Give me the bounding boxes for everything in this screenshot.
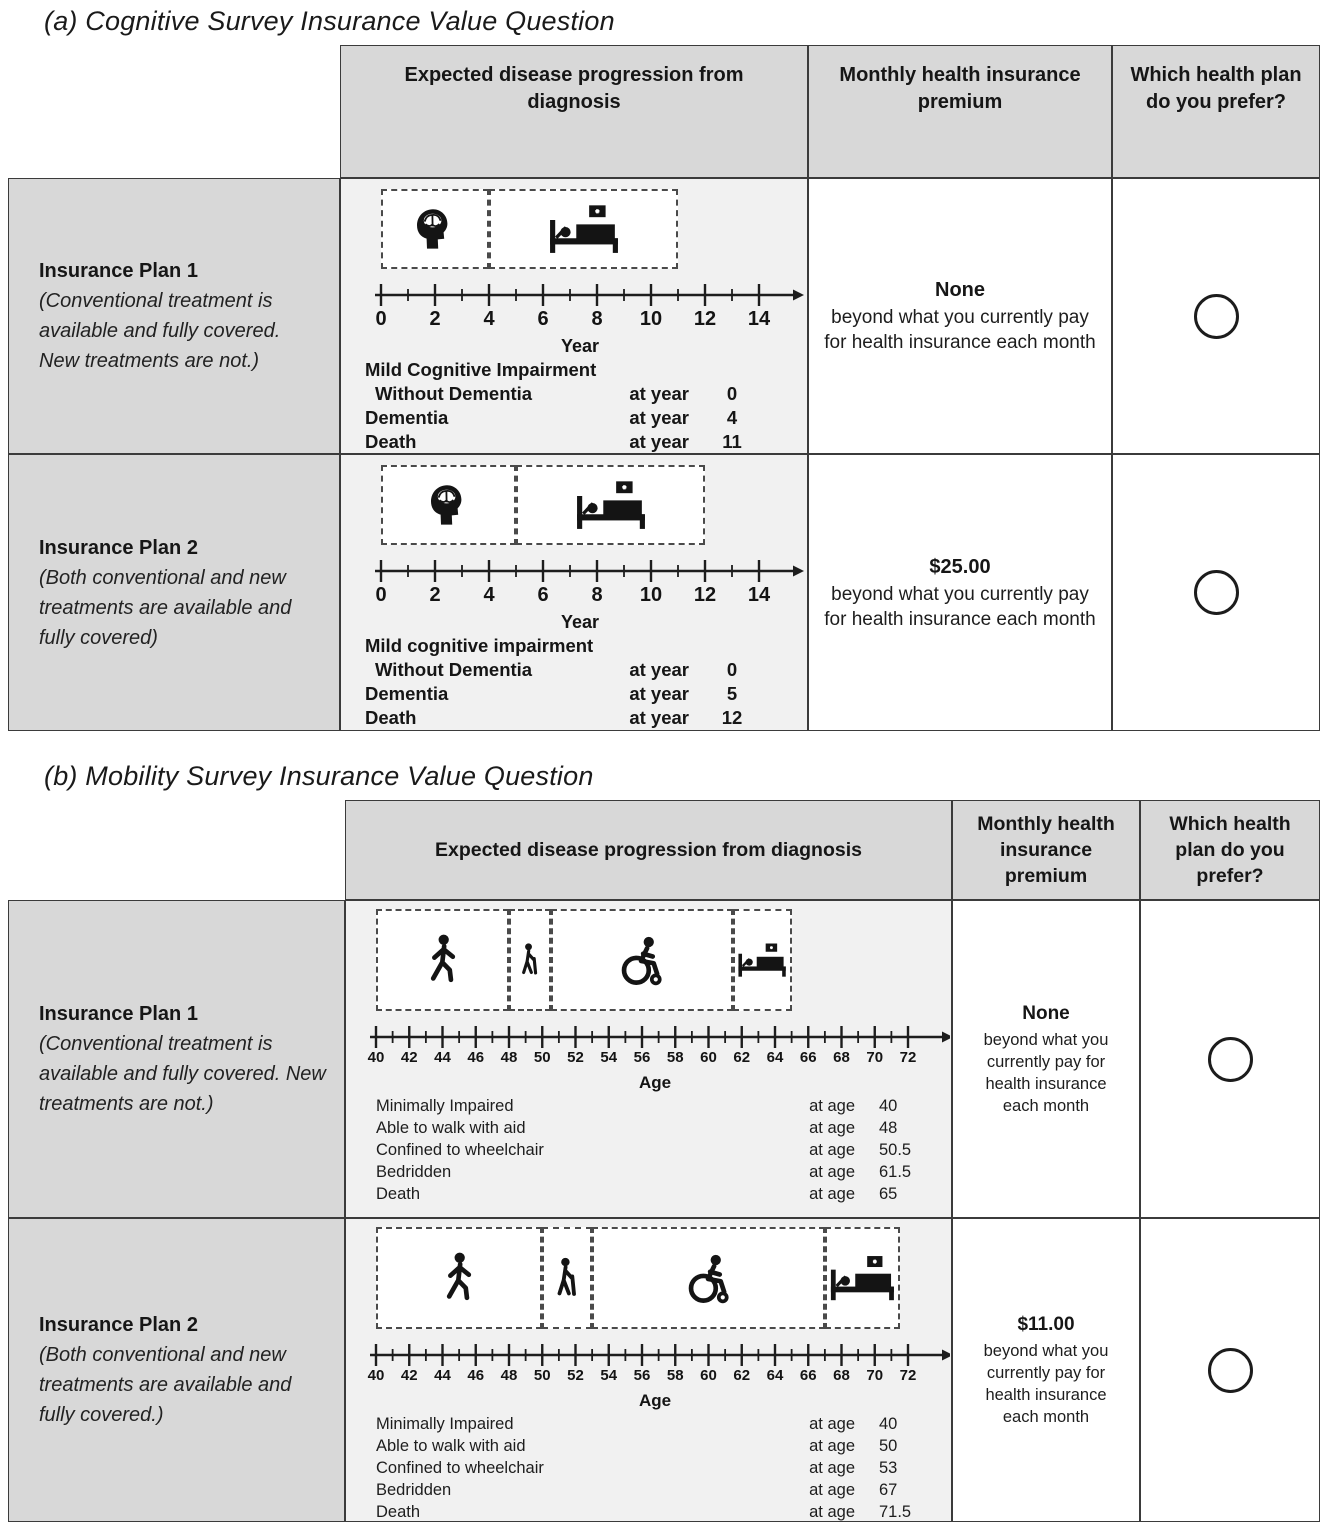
plan-description: (Conventional treatment is available and fully covered. New treatments are not.): [39, 290, 281, 372]
svg-text:54: 54: [600, 1367, 618, 1384]
plan-1-premium-cell: [952, 900, 1140, 1218]
milestone-row: [351, 634, 801, 658]
svg-text:46: 46: [467, 1367, 485, 1384]
milestone-label: Able to walk with aid: [376, 1437, 526, 1455]
svg-text:8: 8: [591, 584, 603, 606]
milestone-timing: [809, 1413, 921, 1435]
plan-2-choice-cell: [1140, 1218, 1320, 1522]
svg-text:52: 52: [567, 1049, 584, 1066]
brain-stage-box: [381, 189, 489, 269]
timeline-axis: [355, 277, 805, 336]
svg-text:42: 42: [400, 1049, 418, 1066]
hospital-bed-icon: [575, 479, 647, 531]
milestone-at-label: at age: [809, 1097, 855, 1115]
milestone-value: 40: [879, 1415, 898, 1433]
plan-2-label-cell: [8, 454, 340, 731]
milestone-at-label: at age: [809, 1119, 855, 1137]
premium-note: beyond what you currently pay for health insurance each month: [983, 1031, 1109, 1115]
milestone-row: [354, 1435, 947, 1457]
figure-cognitive-mobility-survey: [0, 6, 1328, 1536]
premium-note: beyond what you currently pay for health insurance each month: [983, 1342, 1109, 1426]
svg-text:62: 62: [733, 1049, 751, 1066]
plan-description: (Conventional treatment is available and fully covered. New treatments are not.): [39, 1033, 326, 1115]
plan-1-label-cell: [8, 178, 340, 454]
milestone-value: 48: [879, 1119, 898, 1137]
svg-text:12: 12: [693, 308, 717, 330]
hospital-bed-stage-box: [489, 189, 678, 269]
milestone-timing: [809, 1095, 921, 1117]
axis-title: Age: [638, 1391, 672, 1410]
svg-text:54: 54: [600, 1049, 618, 1066]
milestone-row: [354, 1457, 947, 1479]
milestone-at-label: at age: [809, 1163, 855, 1181]
plan-2-progression-cell: [345, 1218, 952, 1522]
walking-icon: [415, 932, 471, 988]
milestone-value: 5: [726, 683, 738, 704]
axis-title: Age: [638, 1073, 672, 1092]
milestone-row: [354, 1161, 947, 1183]
plan-name: Insurance Plan 2: [39, 1314, 198, 1336]
cognitive-plan-2-radio[interactable]: [1194, 570, 1239, 615]
svg-text:2: 2: [429, 584, 441, 606]
milestone-row: [351, 358, 801, 382]
milestone-row: [354, 1117, 947, 1139]
premium-amount: None: [935, 279, 985, 301]
svg-text:68: 68: [833, 1049, 850, 1066]
disease-progression-timeline: [355, 189, 805, 356]
milestone-value: 61.5: [879, 1163, 912, 1181]
plan-2-choice-cell: [1112, 454, 1320, 731]
milestone-at-label: at age: [809, 1481, 855, 1499]
svg-text:58: 58: [666, 1049, 684, 1066]
milestone-label: Able to walk with aid: [376, 1119, 526, 1137]
milestone-label: Without Dementia: [375, 659, 533, 680]
milestone-value: 0: [726, 383, 738, 404]
milestone-timing: [809, 1183, 921, 1205]
milestone-timing: [809, 1457, 921, 1479]
walking-stage-box: [376, 909, 509, 1011]
premium-amount: $11.00: [1017, 1314, 1075, 1335]
milestone-at-label: at age: [809, 1459, 855, 1477]
col-header-premium-label: Monthly health insurance premium: [839, 64, 1081, 113]
mobility-survey-table: [8, 800, 1320, 1522]
milestone-value: 40: [879, 1097, 898, 1115]
milestone-list: [354, 1095, 947, 1205]
timeline-axis: [360, 1337, 950, 1391]
plan-2-label-cell: [8, 1218, 345, 1522]
cognitive-plan-1-radio[interactable]: [1194, 294, 1239, 339]
milestone-label: Confined to wheelchair: [376, 1459, 544, 1477]
disease-progression-timeline: [360, 909, 950, 1093]
svg-text:6: 6: [537, 308, 549, 330]
col-header-progression: [340, 45, 808, 178]
svg-text:66: 66: [799, 1049, 817, 1066]
axis-title: Year: [560, 336, 600, 356]
premium-note: beyond what you currently pay for health insurance each month: [824, 307, 1096, 353]
plan-description: (Both conventional and new treatments are available and fully covered.): [39, 1344, 292, 1426]
svg-text:60: 60: [700, 1367, 717, 1384]
milestone-row: [354, 1413, 947, 1435]
milestone-value: 11: [722, 431, 742, 452]
milestone-label: Dementia: [365, 407, 449, 428]
milestone-at-label: at year: [629, 707, 689, 728]
hospital-bed-stage-box: [825, 1227, 900, 1329]
panel-a-title: (a) Cognitive Survey Insurance Value Question: [44, 6, 615, 36]
milestone-row: [351, 682, 801, 706]
svg-text:48: 48: [500, 1367, 518, 1384]
svg-text:58: 58: [666, 1367, 684, 1384]
milestone-label: Minimally Impaired: [376, 1415, 514, 1433]
milestone-at-label: at age: [809, 1415, 855, 1433]
milestone-label: Death: [365, 431, 417, 452]
milestone-label: Bedridden: [376, 1163, 452, 1181]
plan-2-progression-cell: [340, 454, 808, 731]
milestone-value: 4: [726, 407, 738, 428]
milestone-label: Minimally Impaired: [376, 1097, 514, 1115]
panel-b-mobility: [0, 761, 1328, 1522]
milestone-value: 67: [879, 1481, 898, 1499]
panel-b-title: (b) Mobility Survey Insurance Value Question: [44, 761, 594, 791]
milestone-row: [351, 706, 801, 730]
milestone-row: [354, 1479, 947, 1501]
milestone-timing: [809, 1435, 921, 1457]
svg-text:0: 0: [375, 308, 387, 330]
wheelchair-stage-box: [551, 909, 734, 1011]
svg-text:56: 56: [633, 1049, 651, 1066]
svg-text:62: 62: [733, 1367, 751, 1384]
walking-icon: [431, 1250, 487, 1306]
mobility-plan-2-radio[interactable]: [1208, 1348, 1253, 1393]
disease-progression-timeline: [360, 1227, 950, 1411]
milestone-row: [354, 1501, 947, 1523]
svg-text:44: 44: [434, 1367, 451, 1384]
plan-1-choice-cell: [1112, 178, 1320, 454]
milestone-list: [351, 358, 801, 454]
milestone-list: [354, 1413, 947, 1523]
header-spacer: [8, 800, 345, 900]
cognitive-survey-table: [8, 45, 1320, 731]
plan-name: Insurance Plan 1: [39, 260, 198, 282]
wheelchair-stage-box: [592, 1227, 825, 1329]
svg-text:64: 64: [766, 1049, 784, 1066]
svg-text:42: 42: [400, 1367, 418, 1384]
milestone-row: [354, 1183, 947, 1205]
col-header-premium-label: Monthly health insurance premium: [977, 813, 1115, 887]
header-spacer: [8, 45, 340, 178]
plan-description: (Both conventional and new treatments are available and fully covered): [39, 566, 292, 649]
hospital-bed-icon: [548, 203, 620, 255]
stage-boxes: [360, 909, 950, 1011]
milestone-at-label: at year: [629, 407, 689, 428]
milestone-timing: [629, 682, 747, 706]
milestone-label: Death: [376, 1185, 421, 1203]
cane-stage-box: [542, 1227, 592, 1329]
milestone-value: 53: [879, 1459, 898, 1477]
svg-text:14: 14: [747, 308, 771, 330]
svg-text:72: 72: [899, 1049, 917, 1066]
wheelchair-icon: [681, 1250, 737, 1306]
milestone-value: 0: [726, 659, 738, 680]
col-header-prefer: [1140, 800, 1320, 900]
milestone-at-label: at age: [809, 1503, 855, 1521]
col-header-progression-label: Expected disease progression from diagnosis: [435, 839, 862, 861]
plan-name: Insurance Plan 2: [39, 536, 198, 559]
milestone-timing: [629, 382, 747, 406]
cane-icon: [544, 1255, 590, 1301]
milestone-label: Mild cognitive impairment: [365, 635, 594, 656]
milestone-label: Death: [365, 707, 417, 728]
milestone-timing: [629, 706, 747, 730]
svg-text:4: 4: [483, 584, 495, 606]
milestone-row: [351, 406, 801, 430]
milestone-timing: [629, 406, 747, 430]
cane-stage-box: [509, 909, 551, 1011]
disease-progression-timeline: [355, 465, 805, 632]
milestone-label: Mild Cognitive Impairment: [365, 359, 597, 380]
col-header-prefer: [1112, 45, 1320, 178]
milestone-at-label: at age: [809, 1437, 855, 1455]
milestone-value: 12: [721, 707, 743, 728]
plan-2-premium-cell: [952, 1218, 1140, 1522]
milestone-at-label: at age: [809, 1185, 855, 1203]
milestone-timing: [809, 1117, 921, 1139]
hospital-bed-icon: [829, 1254, 896, 1302]
hospital-bed-stage-box: [516, 465, 705, 545]
col-header-premium: [952, 800, 1140, 900]
svg-text:12: 12: [693, 584, 717, 606]
milestone-row: [351, 430, 801, 454]
brain-stage-box: [381, 465, 516, 545]
plan-1-progression-cell: [340, 178, 808, 454]
plan-2-premium-cell: [808, 454, 1112, 731]
svg-text:56: 56: [633, 1367, 651, 1384]
milestone-timing: [629, 430, 747, 454]
milestone-timing: [809, 1161, 921, 1183]
stage-boxes: [355, 189, 805, 269]
milestone-value: 50: [879, 1437, 898, 1455]
hospital-bed-stage-box: [733, 909, 791, 1011]
wheelchair-icon: [614, 932, 670, 988]
svg-text:0: 0: [375, 584, 387, 606]
plan-1-premium-cell: [808, 178, 1112, 454]
plan-1-progression-cell: [345, 900, 952, 1218]
col-header-prefer-label: Which health plan do you prefer?: [1130, 64, 1302, 113]
walking-stage-box: [376, 1227, 542, 1329]
milestone-value: 65: [879, 1185, 898, 1203]
milestone-timing: [809, 1139, 921, 1161]
milestone-row: [351, 658, 801, 682]
premium-amount: None: [1022, 1003, 1070, 1024]
svg-text:10: 10: [639, 308, 663, 330]
panel-a-cognitive: [0, 6, 1328, 731]
plan-1-choice-cell: [1140, 900, 1320, 1218]
milestone-at-label: at age: [809, 1141, 855, 1159]
axis-title: Year: [560, 612, 600, 632]
svg-text:70: 70: [866, 1049, 884, 1066]
svg-text:50: 50: [533, 1367, 551, 1384]
milestone-row: [354, 1139, 947, 1161]
milestone-at-label: at year: [629, 431, 689, 452]
milestone-value: 50.5: [879, 1141, 912, 1159]
milestone-timing: [809, 1479, 921, 1501]
milestone-label: Without Dementia: [375, 383, 533, 404]
plan-1-label-cell: [8, 900, 345, 1218]
milestone-timing: [629, 658, 747, 682]
svg-text:52: 52: [567, 1367, 584, 1384]
svg-text:50: 50: [533, 1049, 551, 1066]
timeline-axis: [360, 1019, 950, 1073]
stage-boxes: [355, 465, 805, 545]
milestone-list: [351, 634, 801, 730]
svg-text:72: 72: [899, 1367, 917, 1384]
milestone-label: Death: [376, 1503, 421, 1521]
milestone-row: [351, 382, 801, 406]
svg-text:40: 40: [367, 1049, 385, 1066]
svg-text:46: 46: [467, 1049, 485, 1066]
svg-text:40: 40: [367, 1367, 385, 1384]
brain-icon: [425, 481, 473, 529]
svg-text:66: 66: [799, 1367, 817, 1384]
milestone-at-label: at year: [629, 659, 689, 680]
svg-text:2: 2: [429, 308, 441, 330]
stage-boxes: [360, 1227, 950, 1329]
milestone-label: Dementia: [365, 683, 449, 704]
milestone-label: Confined to wheelchair: [376, 1141, 544, 1159]
milestone-timing: [809, 1501, 921, 1523]
col-header-prefer-label: Which health plan do you prefer?: [1169, 813, 1291, 887]
svg-text:48: 48: [500, 1049, 518, 1066]
hospital-bed-icon: [737, 942, 787, 978]
svg-text:60: 60: [700, 1049, 717, 1066]
svg-text:14: 14: [747, 584, 771, 606]
col-header-progression-label: Expected disease progression from diagnosis: [404, 64, 744, 113]
svg-text:68: 68: [833, 1367, 850, 1384]
svg-text:6: 6: [537, 584, 549, 606]
svg-text:44: 44: [434, 1049, 451, 1066]
milestone-row: [354, 1095, 947, 1117]
cane-icon: [511, 941, 549, 979]
milestone-label: Bedridden: [376, 1481, 452, 1499]
mobility-plan-1-radio[interactable]: [1208, 1037, 1253, 1082]
milestone-at-label: at year: [629, 683, 689, 704]
svg-text:64: 64: [766, 1367, 784, 1384]
premium-note: beyond what you currently pay for health insurance each month: [824, 583, 1096, 630]
brain-icon: [411, 205, 459, 253]
milestone-value: 71.5: [879, 1503, 912, 1521]
col-header-premium: [808, 45, 1112, 178]
premium-amount: $25.00: [929, 555, 991, 578]
svg-text:10: 10: [639, 584, 663, 606]
svg-text:4: 4: [483, 308, 495, 330]
svg-text:70: 70: [866, 1367, 884, 1384]
timeline-axis: [355, 553, 805, 612]
plan-name: Insurance Plan 1: [39, 1003, 198, 1025]
col-header-progression: [345, 800, 952, 900]
svg-text:8: 8: [591, 308, 603, 330]
milestone-at-label: at year: [629, 383, 689, 404]
